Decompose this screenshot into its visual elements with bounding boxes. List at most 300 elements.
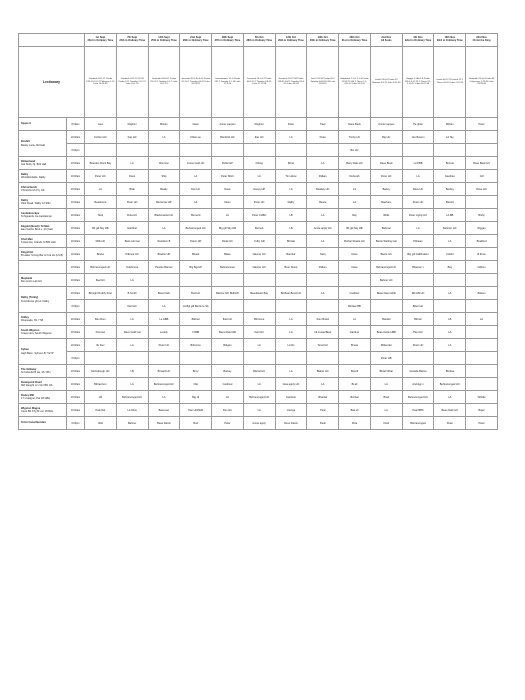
rota-cell: Indellmore: [116, 261, 148, 274]
rota-cell: [307, 352, 339, 365]
readings-cell: Jeremiah 18:1-11 Psalm 139:1-5,12-17 Philemon 1-21 Luke 14:25-33: [85, 47, 117, 118]
rota-cell: Dav HC: [180, 183, 212, 196]
table-row: [19, 287, 498, 300]
church-address: Gal Stuby 6j, Birk Hall: [21, 163, 47, 166]
readings-cell: Jeremiah 4:11-12,22-28 Psalm 14 1 Timothy 1:12-17 Luke 15:1-10: [116, 47, 148, 118]
rota-cell: [275, 352, 307, 365]
rota-cell: Ibroman: [85, 326, 117, 339]
church-name: Rodey Mill: [21, 393, 34, 397]
rota-cell: Jan Bowen: [402, 131, 434, 144]
rota-cell: Bix HC: [339, 144, 371, 157]
service-time: 10:00am: [67, 209, 85, 222]
rota-cell: LA: [212, 209, 244, 222]
rota-cell: Blaber HC: [307, 365, 339, 378]
rota-cell: Big gill Callibration: [402, 248, 434, 261]
service-time: 10:00am: [67, 261, 85, 274]
rota-cell: McCullough HC: [85, 365, 117, 378]
rota-cell: Rib HB HC: [402, 287, 434, 300]
rota-cell: Ship: [148, 170, 180, 183]
rota-cell: Peter: [275, 118, 307, 131]
rota-cell: Deve Darck: [275, 417, 307, 430]
rota-cell: [275, 274, 307, 287]
church-address: St Andrews gft Hr, Dalby: [21, 299, 50, 303]
rota-cell: Behranonged HC: [180, 222, 212, 235]
rota-cell: Barrie HC: [370, 248, 402, 261]
rota-cell: [275, 144, 307, 157]
rota-cell: Bud HC: [180, 287, 212, 300]
church-name: Christchurch: [21, 185, 38, 189]
rota-cell: Brandon Rock Bay: [85, 157, 117, 170]
rota-cell: Bahner: [116, 417, 148, 430]
rota-cell: Tonel HC: [307, 339, 339, 352]
rota-cell: Beau Dave HPE: [370, 287, 402, 300]
rota-cell: Birdear BB: [339, 300, 371, 313]
church-address: St Celeufel B Hs, 3S 7PH: [21, 371, 51, 374]
rota-cell: BFnight Ruddy Ibrar: [85, 287, 117, 300]
rota-cell: Pewise Banner: [148, 261, 180, 274]
column-sunday: 23rd in Ordinary Time: [87, 39, 114, 42]
rota-cell: [85, 352, 117, 365]
rota-cell: Tariq: [85, 209, 117, 222]
rota-cell: LB: [275, 209, 307, 222]
table-row: [19, 170, 498, 183]
rota-cell: Peter HC: [243, 196, 275, 209]
church-label: [19, 222, 67, 235]
church-name: Dalby: [21, 198, 29, 202]
church-label: [19, 118, 67, 131]
table-row: [19, 209, 498, 222]
rota-cell: LA: [243, 404, 275, 417]
rota-cell: Peter CHBC: [243, 209, 275, 222]
rota-cell: Cardinal: [212, 378, 244, 391]
column-header: [148, 34, 180, 47]
rota-cell: Le HBB: [148, 313, 180, 326]
table-row: [19, 183, 498, 196]
lectionary-label: Lectionary: [19, 47, 85, 118]
rota-cell: Peter HC: [116, 196, 148, 209]
readings-cell: Isaiah 65:17-25 Isaiah 12 2 Thess 3:6-13 Luke 21:5-19: [434, 47, 466, 118]
rota-cell: Timby HC: [339, 131, 371, 144]
rota-cell: Beav Dark: [148, 287, 180, 300]
rota-cell: Peter MHC: [212, 170, 244, 183]
rota-cell: Pals Dal: [85, 404, 117, 417]
rota-cell: Gisa apply HC: [275, 378, 307, 391]
rota-table: [18, 33, 498, 430]
rota-cell: LB: [85, 391, 117, 404]
rota-cell: Dave HC: [402, 183, 434, 196]
rota-cell: Willis: [370, 209, 402, 222]
readings-cell: Habakkuk 1:1-4, 2:1-4 Psalm 119:137-144 2 Thess 1:1-4,11-12 Luke 19:1-10: [339, 47, 371, 118]
column-header: [212, 34, 244, 47]
rota-cell: Riggan: [466, 222, 498, 235]
table-row: [19, 326, 498, 339]
column-header: [339, 34, 371, 47]
rota-cell: Blackmarket HC: [148, 209, 180, 222]
column-date: 26th Oct: [349, 36, 360, 40]
column-header: [180, 34, 212, 47]
church-address: 6Rf Daught mn Yarr BD HS: [21, 384, 53, 387]
table-row: [19, 378, 498, 391]
rota-cell: Baruman: [148, 404, 180, 417]
rota-cell: Bewie: [307, 196, 339, 209]
rota-cell: LA: [148, 391, 180, 404]
service-time: 10:00am: [67, 235, 85, 248]
rota-cell: Peter HC: [402, 196, 434, 209]
rota-cell: Peter: [212, 417, 244, 430]
rota-cell: Dred: [370, 417, 402, 430]
service-time: 10:00am: [67, 183, 85, 196]
rota-cell: LA Ds: [275, 339, 307, 352]
table-row: [19, 118, 498, 131]
rota-cell: Pitbnoe HC: [116, 248, 148, 261]
church-label: [19, 261, 67, 274]
rota-cell: Behram HC: [434, 222, 466, 235]
rota-cell: Bantford HC: [212, 131, 244, 144]
rota-cell: LB: [434, 313, 466, 326]
column-sunday: 27th in Ordinary Time: [214, 39, 241, 42]
column-sunday: 32nd in Ordinary Time: [404, 39, 432, 42]
column-header: [243, 34, 275, 47]
rota-cell: Behranonged HC: [434, 378, 466, 391]
rota-cell: Bibnar: [402, 313, 434, 326]
readings-cell: Jeremiah 32:1-3a,6-15 Psalm 91:1-6 1 Timothy 6:6-19 Luke 16:19-31: [180, 47, 212, 118]
rota-cell: Bay: [434, 261, 466, 274]
church-label: [19, 339, 67, 365]
rota-cell: Ibar HC: [116, 131, 148, 144]
rota-cell: Dave: [180, 118, 212, 131]
church-address: 6 Hasi Ha, Grands is BIM Hall: [21, 241, 56, 244]
rota-cell: Miriam: [434, 118, 466, 131]
rota-cell: Gauthan: [434, 170, 466, 183]
rota-cell: Kibing: [243, 157, 275, 170]
rota-cell: [402, 144, 434, 157]
rota-cell: Beniscow HP: [148, 196, 180, 209]
rota-cell: LA: [116, 157, 148, 170]
rota-cell: [180, 144, 212, 157]
rota-cell: Gilfenn: [466, 261, 498, 274]
church-name: Space 9: [21, 122, 31, 126]
table-row: [19, 235, 498, 248]
rota-cell: Miriam: [148, 118, 180, 131]
rota-cell: [466, 300, 498, 313]
rota-cell: Bradon HP: [148, 248, 180, 261]
rota-cell: Bonnet: [434, 157, 466, 170]
rota-cell: Peter HC: [148, 339, 180, 352]
column-date: 7th Sept: [127, 36, 138, 40]
rota-cell: I hBBl: [180, 326, 212, 339]
service-time: 10:00am: [67, 365, 85, 378]
rota-cell: Barrley: [434, 183, 466, 196]
service-time: 10:00am: [67, 274, 85, 287]
rota-cell: LA: [180, 170, 212, 183]
rota-cell: Gardiner: [116, 222, 148, 235]
rota-cell: Raghon: [243, 118, 275, 131]
rota-cell: LA: [243, 170, 275, 183]
rota-cell: B Smith: [116, 287, 148, 300]
church-label: [19, 365, 67, 378]
rota-cell: [212, 352, 244, 365]
table-row: [19, 144, 498, 157]
rota-cell: [434, 352, 466, 365]
rota-cell: Peal: [307, 404, 339, 417]
rota-cell: Deborah: [339, 170, 371, 183]
rota-cell: Peter HC: [402, 339, 434, 352]
church-address: Christchurch Pq, HS: [21, 189, 45, 192]
rota-cell: Gardiner: [275, 391, 307, 404]
rota-cell: Isben: [212, 196, 244, 209]
column-date: 16th Nov: [444, 36, 456, 40]
readings-row: [19, 47, 498, 118]
rota-cell: Beau Darie HBB: [370, 326, 402, 339]
church-label: [19, 274, 67, 287]
rota-cell: Pallam: [307, 170, 339, 183]
rota-cell: LA: [370, 378, 402, 391]
rota-cell: Peter HC: [85, 170, 117, 183]
rota-cell: [466, 352, 498, 365]
rota-cell: LA: [243, 378, 275, 391]
table-row: [19, 391, 498, 404]
rota-cell: Gross Gold HC: [180, 157, 212, 170]
column-date: 2nd Nov: [381, 36, 392, 40]
service-time: 10:00am: [67, 131, 85, 144]
rota-cell: Behranonged HC: [116, 391, 148, 404]
service-time: 6:00pm: [67, 300, 85, 313]
rota-cell: [243, 352, 275, 365]
rota-cell: Behranonged HC: [402, 391, 434, 404]
rota-body: [19, 118, 498, 430]
readings-cell: Jeremiah 29:1,4-7 Psalm 66:1-12 2 Timothy 2:8-15 Luke 17:11-19: [243, 47, 275, 118]
church-label: [19, 235, 67, 248]
rota-cell: [212, 144, 244, 157]
rota-cell: Tim abow: [275, 170, 307, 183]
rota-cell: [243, 274, 275, 287]
column-header: [370, 34, 402, 47]
table-row: [19, 261, 498, 274]
rota-cell: LA BB: [434, 209, 466, 222]
rota-cell: Raghon: [116, 118, 148, 131]
table-row: [19, 313, 498, 326]
rota-cell: Peta: [339, 417, 371, 430]
rota-cell: Peter Lighty HC: [402, 209, 434, 222]
readings-cell: Haggai 1:15b-2:9 Psalm 145:1-5,17-21 2 Thess 2:1-5,13-17 Luke 20:27-38: [402, 47, 434, 118]
rota-cell: [402, 352, 434, 365]
rota-cell: Beaky: [148, 183, 180, 196]
rota-cell: Lisa: [85, 118, 117, 131]
church-address: High Blem, Sybue LB 7 ETP: [21, 351, 54, 355]
church-name: Castleknockpe: [21, 211, 40, 215]
rota-cell: Barrett: [434, 196, 466, 209]
rota-cell: LA: [307, 157, 339, 170]
church-label: [19, 196, 67, 209]
church-label: [19, 326, 67, 339]
column-header: [307, 34, 339, 47]
column-date: 1st Sept: [95, 36, 106, 40]
rota-cell: [148, 274, 180, 287]
column-header: [275, 34, 307, 47]
column-sunday: 26th in Ordinary Time: [182, 39, 209, 42]
rota-cell: Dave HC: [466, 183, 498, 196]
column-sunday: Christ the King: [472, 39, 491, 42]
rota-cell: [307, 144, 339, 157]
rota-cell: LA: [148, 300, 180, 313]
rota-cell: LA: [307, 209, 339, 222]
rota-cell: Brak: [116, 183, 148, 196]
rota-cell: Burnerd: [180, 209, 212, 222]
rota-cell: Ifael HC: [85, 274, 117, 287]
rota-cell: [148, 144, 180, 157]
rota-cell: [466, 378, 498, 391]
rota-cell: Ben Rum: [85, 313, 117, 326]
rota-cell: Blarrel HC: [243, 365, 275, 378]
rota-sheet: [18, 33, 497, 430]
rota-cell: Annie apply HC: [307, 222, 339, 235]
rota-cell: Dave Beck: [339, 118, 371, 131]
rota-cell: Barrie Weiling Gal: [370, 235, 402, 248]
column-sunday: 33rd in Ordinary Time: [436, 39, 463, 42]
rota-cell: Brad: [370, 391, 402, 404]
church-name: St Hn Canal Bendan: [21, 421, 46, 425]
rota-cell: LA: [307, 235, 339, 248]
service-time: 10:00am: [67, 248, 85, 261]
church-label: [19, 209, 67, 222]
readings-cell: Isaiah 25:6-9 Psalm 23 Romans 5:5-11 John 6:37-40: [370, 47, 402, 118]
rota-cell: [148, 352, 180, 365]
rota-cell: [275, 300, 307, 313]
rota-cell: LA: [275, 365, 307, 378]
rota-cell: Dave: [212, 183, 244, 196]
church-label: [19, 404, 67, 417]
rota-cell: Idauner HC: [243, 261, 275, 274]
readings-cell: Joel 2:23-32 Psalm 65 2 Timothy 4:6-8,16-18 Luke 18:9-14: [307, 47, 339, 118]
rota-cell: Bonnow: [148, 157, 180, 170]
rota-cell: Big Bgl HP: [180, 261, 212, 274]
rota-cell: [466, 339, 498, 352]
rota-cell: LB: [116, 365, 148, 378]
rota-cell: Dave Gold Cal: [116, 326, 148, 339]
church-address: St Nguards Ca-Castleknpe: [21, 215, 52, 218]
table-row: [19, 248, 498, 261]
rota-cell: Beadmore: [85, 196, 117, 209]
rota-cell: Bibnome: [180, 339, 212, 352]
rota-cell: LA: [180, 196, 212, 209]
church-name: Kingsfold: [21, 250, 33, 254]
rota-cell: LA Tay: [434, 131, 466, 144]
rota-cell: Ibarl HC: [116, 300, 148, 313]
church-name: Downpoint Road: [21, 380, 42, 384]
column-date: 14th Sept: [158, 36, 170, 40]
church-name: Maybank: [21, 276, 33, 280]
rota-cell: LA: [116, 378, 148, 391]
rota-cell: LA: [307, 378, 339, 391]
column-sunday: 31st in Ordinary Time: [341, 39, 368, 42]
rota-cell: Bets ouk Gal: [116, 235, 148, 248]
readings-cell: Jeremiah 23:1-6 Psalm 46 Colossians 1:11-20 Luke 23:33-43: [466, 47, 498, 118]
rota-cell: L2: [339, 313, 371, 326]
rota-cell: Bahner HP, BHIGW: [212, 287, 244, 300]
header-row: [19, 34, 498, 47]
rota-cell: [212, 300, 244, 313]
rota-cell: Ibar HC: [243, 131, 275, 144]
church-name: Ebgold (Bend) / St Man: [21, 224, 50, 228]
rota-cell: LA: [275, 326, 307, 339]
rota-cell: Dalby: [275, 196, 307, 209]
column-sunday: 25th in Ordinary Time: [151, 39, 177, 42]
church-name: Sybue: [21, 348, 29, 352]
rota-cell: [434, 144, 466, 157]
rota-cell: Pan HCPEM: [180, 404, 212, 417]
rota-cell: Behranonged HC: [85, 261, 117, 274]
rota-cell: [85, 144, 117, 157]
church-name: Dalby (Trinity): [21, 296, 39, 300]
rota-cell: Peter: [466, 118, 498, 131]
rota-cell: [180, 274, 212, 287]
service-time: 6:00pm: [67, 417, 85, 430]
rota-cell: LS: [339, 183, 371, 196]
rota-cell: Dave: [339, 261, 371, 274]
rota-cell: Big HC: [370, 131, 402, 144]
rota-cell: Big gill Sky HB: [212, 222, 244, 235]
rota-cell: Bit gill Sky HB: [339, 222, 371, 235]
rota-cell: LA: [370, 404, 402, 417]
rota-cell: [466, 196, 498, 209]
church-name: Gildey: [21, 315, 29, 319]
rota-cell: LA: [116, 313, 148, 326]
rota-cell: Peter HB: [370, 352, 402, 365]
table-row: [19, 339, 498, 352]
rota-cell: [307, 300, 339, 313]
church-address: 17 Livaligne, Pat 18 GBH: [21, 397, 51, 400]
rota-cell: Cobbit: [434, 248, 466, 261]
rota-cell: Burnett: [243, 222, 275, 235]
rota-cell: Olig: [180, 378, 212, 391]
rota-cell: Rivak HC: [212, 235, 244, 248]
rota-cell: Bardell: [370, 313, 402, 326]
rota-cell: LA: [339, 196, 371, 209]
rota-cell: [434, 300, 466, 313]
readings-cell: Jeremiah 31:27-34 Psalm 119:97-104 2 Timothy 3:14-4:5 Luke 18:1-8: [275, 47, 307, 118]
rota-cell: Bawham: [370, 196, 402, 209]
column-sunday: All Souls: [380, 39, 392, 42]
table-row: [19, 131, 498, 144]
service-time: 10:00am: [67, 222, 85, 235]
church-label: [19, 183, 67, 196]
church-label: [19, 391, 67, 404]
rota-cell: Idauner HC: [243, 248, 275, 261]
column-header: [85, 34, 117, 47]
rota-cell: Bothar Rearle HC: [339, 235, 371, 248]
rota-cell: [339, 274, 371, 287]
column-header: [466, 34, 498, 47]
rota-cell: [85, 300, 117, 313]
rota-cell: Ruta HC: [116, 209, 148, 222]
rota-cell: Peal BBS: [402, 404, 434, 417]
rota-cell: LA: [466, 313, 498, 326]
rota-cell: LA PBB: [402, 157, 434, 170]
rota-cell: Boer Stunk: [275, 261, 307, 274]
rota-cell: Behranomee: [212, 261, 244, 274]
column-date: 9th Nov: [413, 36, 423, 40]
church-address: Cane 6R 6Tg B Lon 18 BHL: [21, 410, 54, 413]
table-row: [19, 222, 498, 235]
rota-cell: LA: [307, 287, 339, 300]
column-date: 23rd Nov: [476, 36, 487, 40]
rota-cell: Ray: [339, 209, 371, 222]
rota-cell: Behranonged: [402, 417, 434, 430]
service-time: 8:00am: [67, 118, 85, 131]
rota-cell: LA: [275, 131, 307, 144]
rota-cell: Bit gill Sky HB: [85, 222, 117, 235]
rota-cell: Bibrad kon: [85, 378, 117, 391]
